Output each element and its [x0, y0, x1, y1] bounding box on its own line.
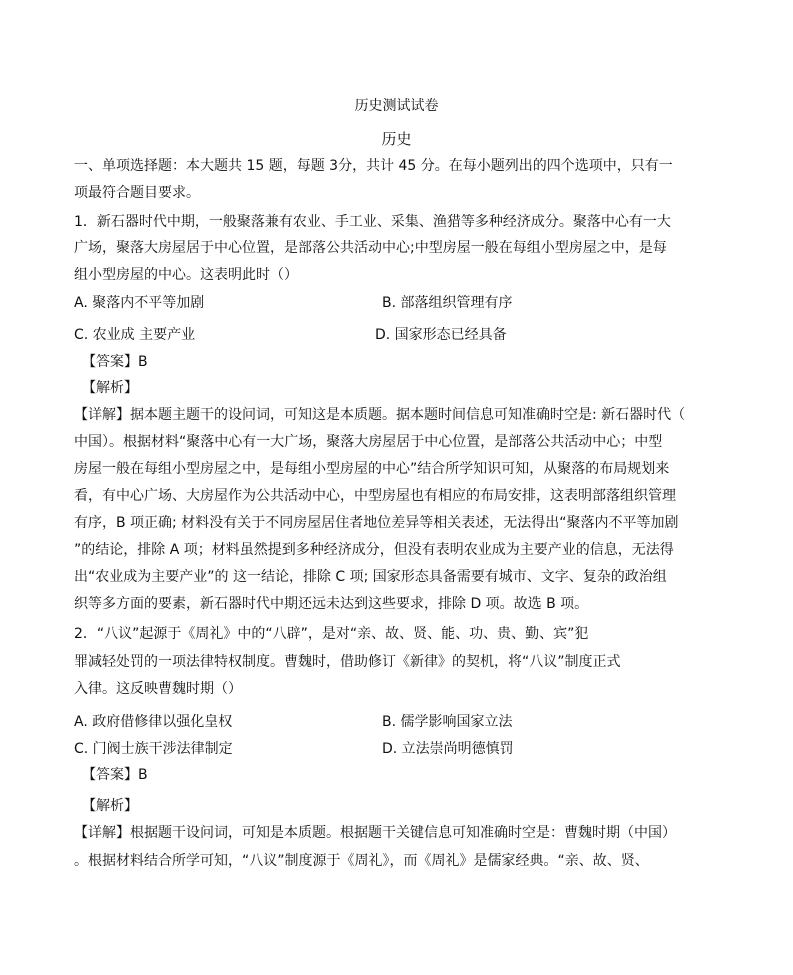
q1-stem-line-3: 组小型房屋的中心。这表明此时（）: [74, 267, 298, 283]
q2-option-d: D. 立法崇尚明德慎罚: [382, 741, 514, 757]
q1-option-b: B. 部落组织管理有序: [382, 295, 513, 311]
q1-stem-line-2: 广场，聚落大房屋居于中心位置，是部落公共活动中心;中型房屋一般在每组小型房屋之中，是每: [74, 240, 667, 256]
section-heading-line-2: 项最符合题目要求。: [74, 185, 200, 201]
q1-detail-line-7: 出“农业成为主要产业”的 这一结论，排除 C 项; 国家形态具备需要有城市、文字、复杂的政治组: [74, 569, 667, 585]
q1-analysis-label: 【解析】: [82, 380, 138, 396]
q2-analysis-label: 【解析】: [82, 798, 138, 814]
q1-detail-line-1: 【详解】据本题主题干的设问词，可知这是本质题。据本题时间信息可知准确时空是: 新石器时代（: [74, 407, 686, 423]
q2-detail-line-2: 。根据材料结合所学可知，“八议”制度源于《周礼》，而《周礼》是儒家经典。“亲、故、贤、: [74, 853, 649, 869]
section-heading-line-1: 一、单项选择题：本大题共 15 题，每题 3分，共计 45 分。在每小题列出的四个选项中，只有一: [74, 158, 673, 174]
q2-option-a: A. 政府借修律以强化皇权: [74, 714, 233, 730]
q1-detail-line-6: ”的结论，排除 A 项；材料虽然提到多种经济成分，但没有表明农业成为主要产业的信息，无法得: [74, 542, 674, 558]
q1-detail-line-8: 织等多方面的要素，新石器时代中期还远未达到这些要求，排除 D 项。故选 B 项。: [74, 596, 589, 612]
q1-detail-line-5: 有序，B 项正确; 材料没有关于不同房屋居住者地位差异等相关表述，无法得出“聚落内不平等加剧: [74, 515, 679, 531]
q2-stem-line-2: 罪减轻处罚的一项法律特权制度。曹魏时，借助修订《新律》的契机，将“八议”制度正式: [74, 654, 621, 670]
q1-option-d: D. 国家形态已经具备: [375, 327, 507, 343]
q2-stem-line-1: 2．“八议”起源于《周礼》中的“八辟”，是对“亲、故、贤、能、功、贵、勤、宾”犯: [74, 626, 589, 642]
q2-answer: 【答案】B: [82, 767, 148, 783]
q2-option-c: C. 门阀士族干涉法律制定: [74, 741, 233, 757]
q1-option-a: A. 聚落内不平等加剧: [74, 295, 205, 311]
q1-detail-line-3: 房屋一般在每组小型房屋之中，是每组小型房屋的中心”结合所学知识可知，从聚落的布局规划来: [74, 461, 670, 477]
q2-stem-line-3: 入律。这反映曹魏时期（）: [74, 681, 242, 697]
q2-detail-line-1: 【详解】根据题干设问词，可知是本质题。根据题干关键信息可知准确时空是：曹魏时期（中国）: [74, 825, 676, 841]
q1-stem-line-1: 1．新石器时代中期，一般聚落兼有农业、手工业、采集、渔猎等多种经济成分。聚落中心有一大: [74, 214, 671, 230]
document-subtitle: 历史: [381, 130, 412, 148]
q1-detail-line-4: 看，有中心广场、大房屋作为公共活动中心，中型房屋也有相应的布局安排，这表明部落组织管理: [74, 488, 676, 504]
q1-option-c: C. 农业成 主要产业: [74, 327, 196, 343]
q2-option-b: B. 儒学影响国家立法: [382, 714, 513, 730]
q1-answer: 【答案】B: [82, 354, 148, 370]
document-title: 历史测试试卷: [354, 98, 439, 114]
q1-detail-line-2: 中国）。根据材料“聚落中心有一大广场，聚落大房屋居于中心位置，是部落公共活动中心；中型: [74, 434, 663, 450]
